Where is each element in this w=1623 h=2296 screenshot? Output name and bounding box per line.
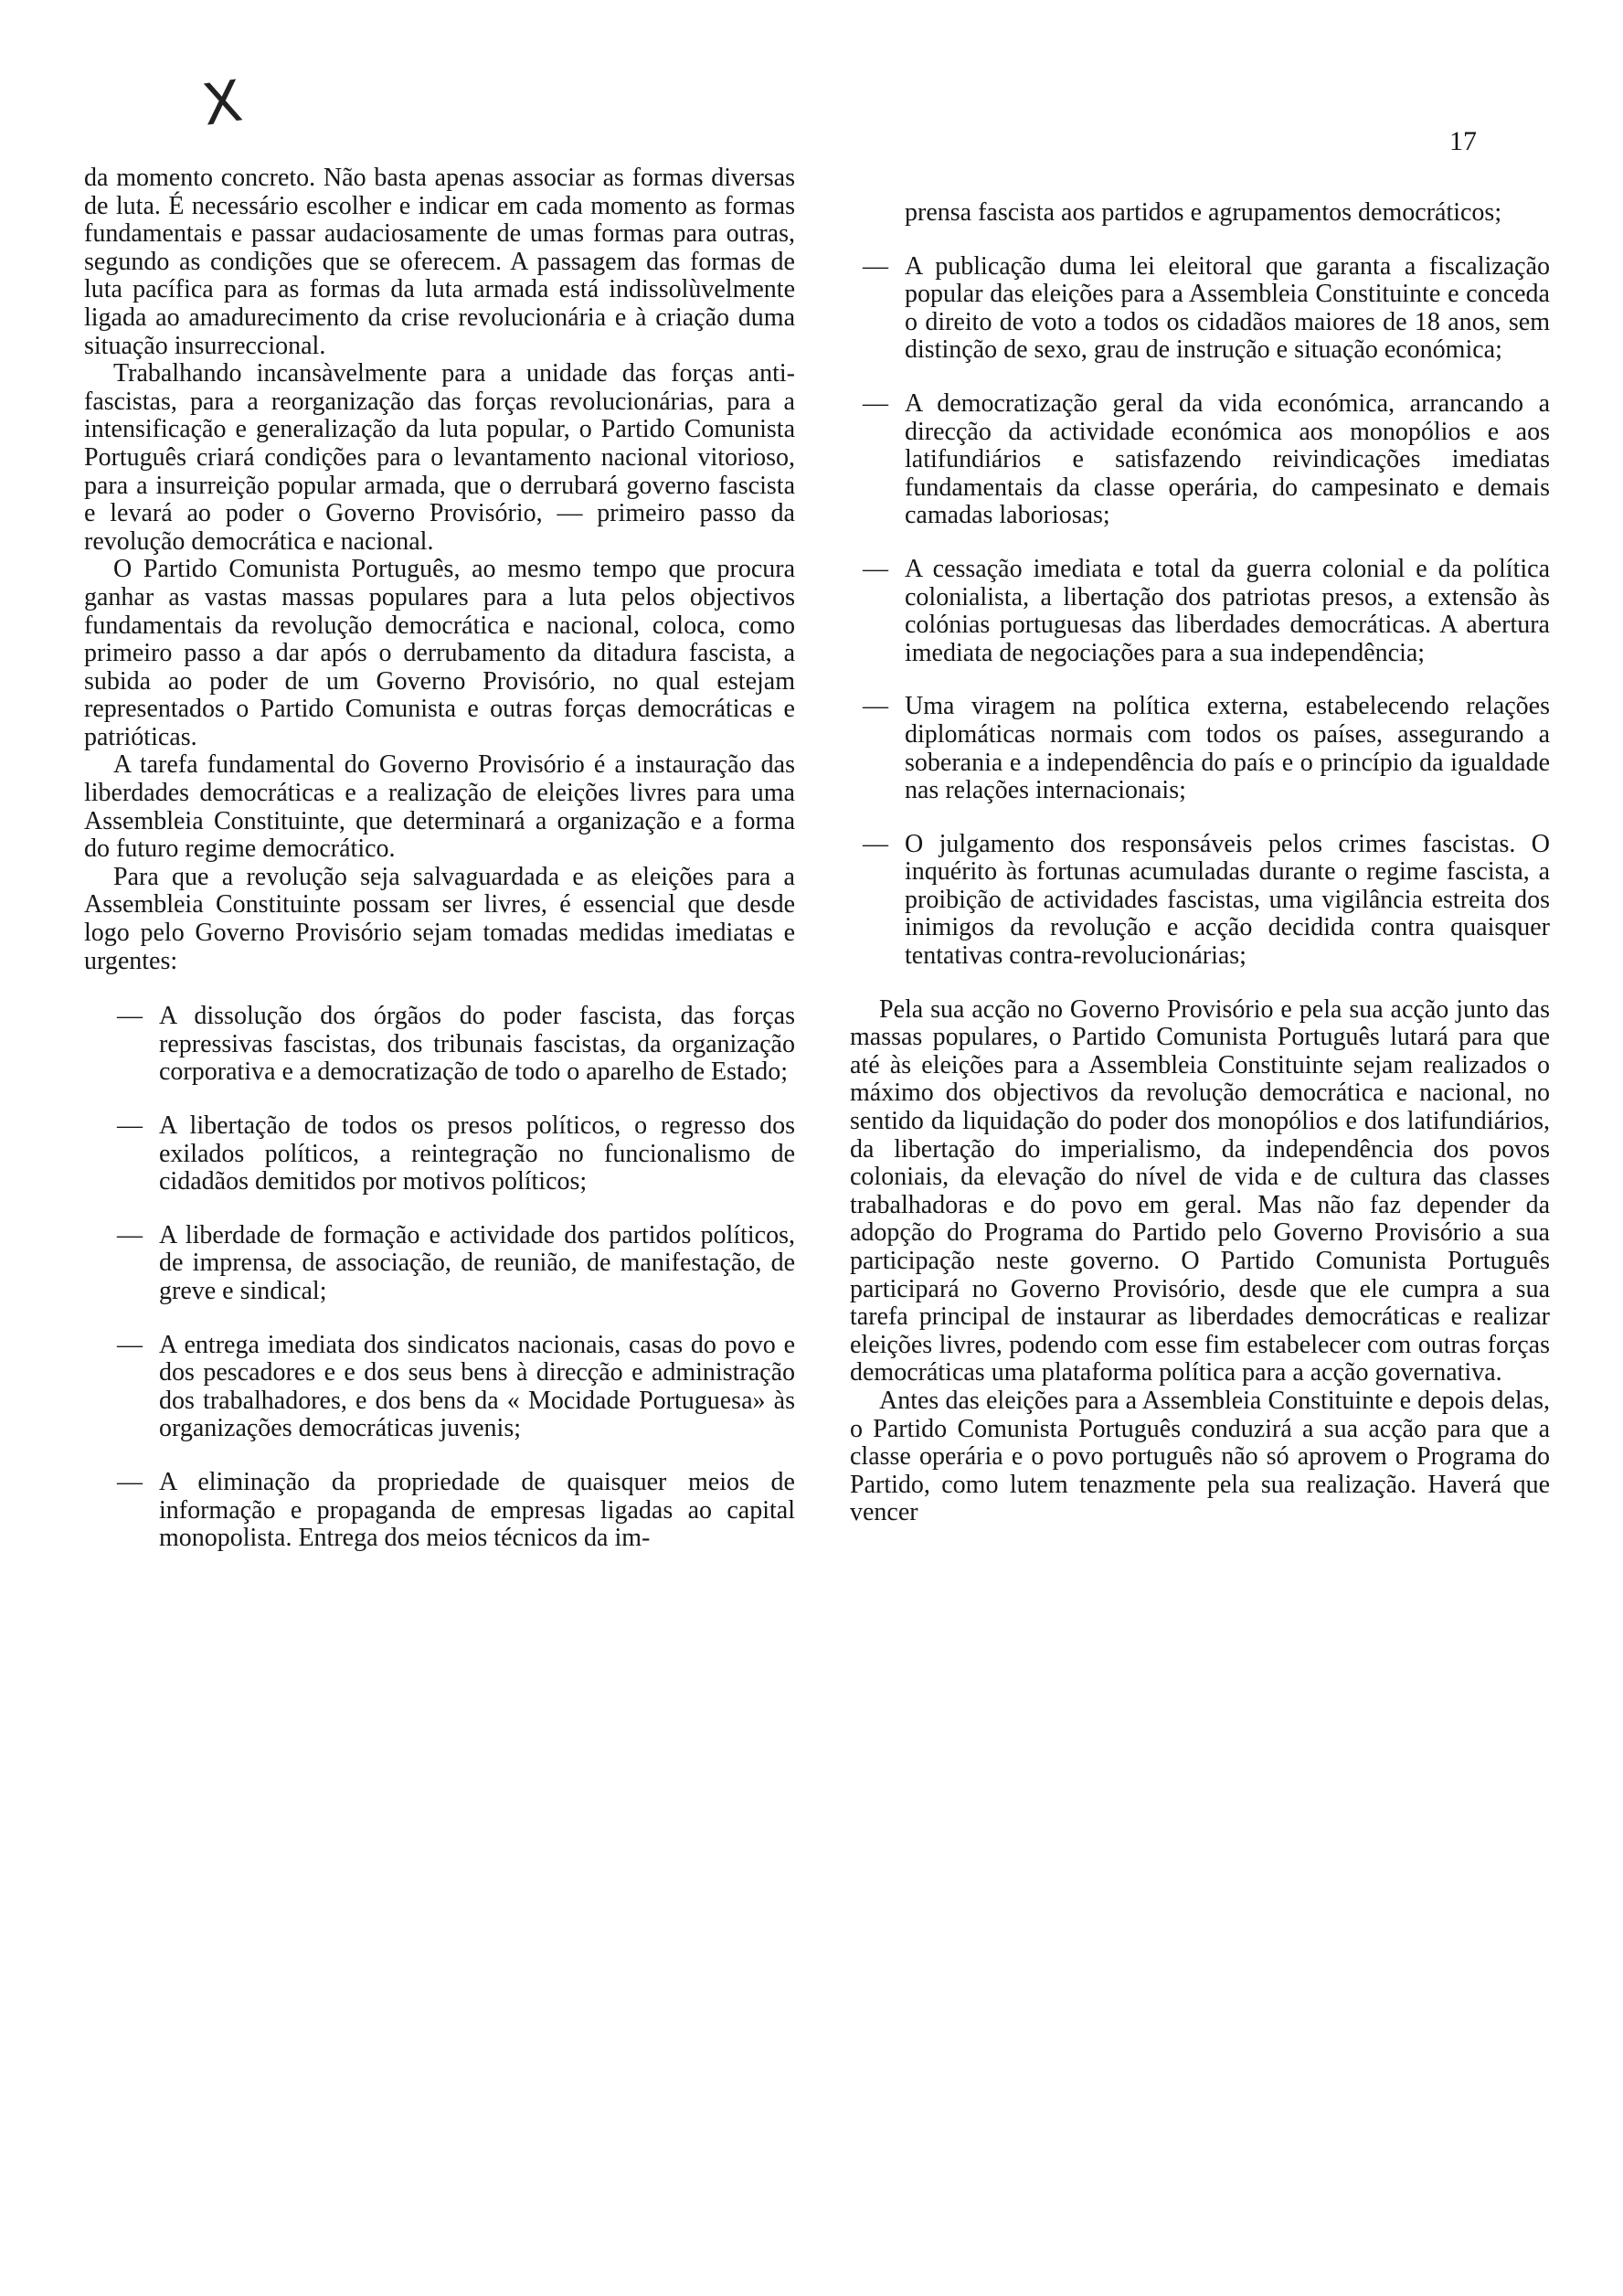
right-paragraphs <box>850 996 1550 1527</box>
dash-mark: — <box>117 1111 143 1140</box>
paragraph: Para que a revolução seja salvaguardada e as eleições para a Assembleia Constituinte possam ser livres, é essencial que desde logo pelo Governo Provisório sejam tomadas medidas imediatas e urgentes: <box>84 862 795 975</box>
list-item: — A libertação de todos os presos políticos, o regresso dos exilados políticos, a reintegração no funcionalismo de cidadãos demitidos por motivos políticos; <box>117 1111 795 1196</box>
handwritten-x-mark: X <box>198 67 247 139</box>
dash-mark: — <box>863 388 888 418</box>
paragraph: Antes das eleições para a Assembleia Constituinte e depois delas, o Partido Comunista Português conduzirá a sua acção para que a classe operária e o povo português não só aprovem o Programa do Partido, como lutem tenazmente pela sua realização. Haverá que vencer <box>850 1386 1550 1527</box>
left-column <box>84 165 795 1578</box>
list-item: — A eliminação da propriedade de quaisquer meios de informação e propaganda de empresas ligadas ao capital monopolista. Entrega dos meios técnicos da im- <box>117 1467 795 1553</box>
list-item: — A publicação duma lei eleitoral que garanta a fiscalização popular das eleições para a Assembleia Constituinte e conceda o direito de voto a todos os cidadãos maiores de 18 anos, sem distinção de sexo, grau de instrução e situação económica; <box>863 251 1550 365</box>
paragraph: A tarefa fundamental do Governo Provisório é a instauração das liberdades democráticas e a realização de eleições livres para uma Assembleia Constituinte, que determinará a organização e a forma do futuro regime democrático. <box>84 750 795 864</box>
dash-mark: — <box>863 829 888 858</box>
list-item: — A liberdade de formação e actividade dos partidos políticos, de imprensa, de associação, de reunião, de manifestação, de greve e sindical; <box>117 1220 795 1305</box>
list-item: — Uma viragem na política externa, estabelecendo relações diplomáticas normais com todos os países, assegurando a soberania e a independência do país e o princípio da igualdade nas relações internacionais; <box>863 692 1550 805</box>
list-item: — A democratização geral da vida económica, arrancando a direcção da actividade económica aos monopólios e aos latifundiários e satisfazendo reivindicações imediatas fundamentais da classe operária, do campesinato e demais camadas laboriosas; <box>863 388 1550 530</box>
list-item: — A entrega imediata dos sindicatos nacionais, casas do povo e dos pescadores e e dos seus bens à direcção e administração dos trabalhadores, e dos bens da « Mocidade Portuguesa» às organizações democráticas juvenis; <box>117 1330 795 1443</box>
paragraph: O Partido Comunista Português, ao mesmo tempo que procura ganhar as vastas massas populares para a luta pelos objectivos fundamentais da revolução democrática e nacional, coloca, como primeiro passo a dar após o derrubamento da ditadura fascista, a subida ao poder de um Governo Provisório, no qual estejam representados o Partido Comunista e outras forças democráticas e patrióticas. <box>84 555 795 751</box>
dash-mark: — <box>863 554 888 583</box>
right-column <box>850 198 1550 1527</box>
dash-mark: — <box>863 251 888 281</box>
page-number: 17 <box>1449 126 1477 156</box>
dash-mark: — <box>117 1467 143 1496</box>
measures-list-continued <box>863 198 1550 971</box>
list-item: — O julgamento dos responsáveis pelos crimes fascistas. O inquérito às fortunas acumuladas durante o regime fascista, a proibição de actividades fascistas, uma vigilância estreita dos inimigos da revolução e acção decidida contra quaisquer tentativas contra-revolucionárias; <box>863 829 1550 971</box>
dash-mark: — <box>863 692 888 721</box>
dash-mark: — <box>117 1330 143 1359</box>
paragraph: da momento concreto. Não basta apenas associar as formas diversas de luta. É necessário escolher e indicar em cada momento as formas fundamentais e passar audaciosamente de umas formas para outras, segundo as condições que se oferecem. A passagem das formas de luta pacífica para as formas da luta armada está indissolùvelmente ligada ao amadurecimento da crise revolucionária e à criação duma situação insurreccional. <box>84 164 795 360</box>
list-item-continuation: prensa fascista aos partidos e agrupamentos democráticos; <box>905 198 1502 227</box>
paragraph: Pela sua acção no Governo Provisório e pela sua acção junto das massas populares, o Partido Comunista Português lutará para que até às eleições para a Assembleia Constituinte sejam realizados o máximo dos objectivos da revolução democrática e nacional, no sentido da liquidação do poder dos monopólios e dos latifundiários, da libertação do imperialismo, da independência dos povos coloniais, da elevação do nível de vida e de cultura das classes trabalhadoras e do povo em geral. Mas não faz depender da adopção do Programa do Partido pelo Governo Provisório a sua participação neste governo. O Partido Comunista Português participará no Governo Provisório, desde que ele cumpra a sua tarefa principal de instaurar as liberdades democráticas e realizar eleições livres, podendo com esse fim estabelecer com outras forças democráticas uma plataforma política para a acção governativa. <box>850 994 1550 1387</box>
dash-mark: — <box>117 1002 143 1031</box>
measures-list <box>117 1002 795 1553</box>
list-item: — A cessação imediata e total da guerra colonial e da política colonialista, a libertação dos patriotas presos, a extensão às colónias portuguesas das liberdades democráticas. A abertura imediata de negociações para a sua independência; <box>863 554 1550 667</box>
paragraph: Trabalhando incansàvelmente para a unidade das forças anti-fascistas, para a reorganização das forças revolucionárias, para a intensificação e generalização da luta popular, o Partido Comunista Português criará condições para o levantamento nacional vitorioso, para a insurreição popular armada, que o derrubará governo fascista e levará ao poder o Governo Provisório, — primeiro passo da revolução democrática e nacional. <box>84 359 795 556</box>
dash-mark: — <box>117 1220 143 1249</box>
list-item: — A dissolução dos órgãos do poder fascista, das forças repressivas fascistas, dos tribunais fascistas, da organização corporativa e a democratização de todo o aparelho de Estado; <box>117 1002 795 1087</box>
